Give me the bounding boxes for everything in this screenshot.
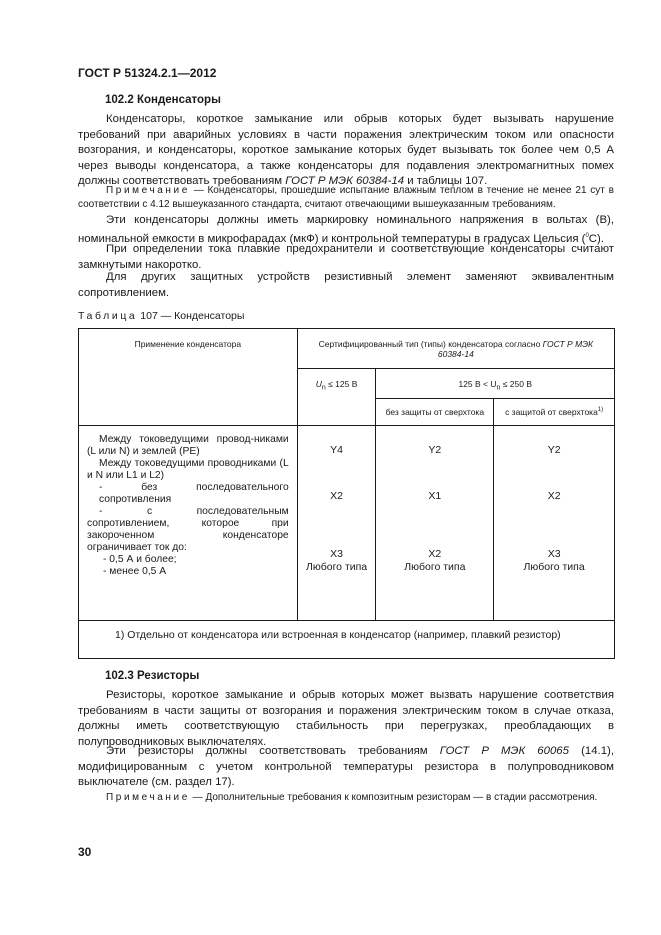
capacitors-note-text: — Конденсаторы, прошедшие испытание влажным теплом в течение не менее 21 сут в соответствии с 4.12 вышеуказанного стандарта, считают отвечающими вышеуказанным требованиям. (78, 185, 614, 210)
cell-low-row1: Y4 (330, 444, 343, 456)
capacitors-table (78, 328, 615, 659)
cell-prot-row1: Y2 (547, 444, 561, 456)
capacitors-p2-text-a: Эти конденсаторы должны иметь маркировку номинального напряжения в вольтах (В), номинальной емкости в микрофарадах (мкФ) и контрольной температуры в градусах Цельсия ( (78, 214, 614, 245)
capacitors-paragraph-1 (78, 112, 614, 190)
cell-low-row3-sub: Любого типа (305, 561, 368, 573)
header-with-protection (494, 399, 615, 426)
section-heading-capacitors: 102.2 Конденсаторы (105, 94, 221, 106)
standard-header: ГОСТ Р 51324.2.1—2012 (78, 66, 217, 80)
cell-no-protection (376, 426, 494, 621)
application-line-5: - 0,5 А и более; (103, 554, 177, 565)
resistors-paragraph-2 (78, 744, 614, 791)
header-footnote-mark: 1) (597, 407, 604, 414)
capacitors-p1-text-b: и таблицы 107. (404, 175, 488, 187)
cell-prot-row2: X2 (547, 490, 561, 502)
capacitors-paragraph-4: Для других защитных устройств резистивный элемент заменяют эквивалентным сопротивлением. (78, 271, 614, 299)
application-line-2: Между токоведущими проводниками (L и N или L1 и L2) (87, 458, 289, 481)
header-voltage-high-text-b: ≤ 250 В (500, 379, 533, 389)
cell-low-row2: X2 (330, 490, 343, 502)
capacitors-p2-degree: 0 (585, 232, 589, 239)
capacitors-p1-standard-ref: ГОСТ Р МЭК 60384-14 (285, 175, 405, 187)
header-with-protection-text: с защитой от сверхтока (505, 407, 598, 417)
cell-noprot-row3-sub: Любого типа (404, 561, 466, 573)
header-certified-type (297, 329, 614, 369)
application-line-1: Между токоведущими провод-никами (L или N) и землей (PE) (87, 434, 289, 457)
application-line-3: - без последовательного сопротивления (99, 482, 289, 505)
table-caption-label: Таблица (78, 310, 138, 322)
header-voltage-low (297, 369, 376, 426)
application-cell (79, 426, 298, 621)
table-footnote: 1) Отдельно от конденсатора или встроенная в конденсатор (например, плавкий резистор) (79, 621, 615, 659)
section-heading-resistors: 102.3 Резисторы (105, 670, 200, 682)
resistors-p2-text-b: (14.1), модифицированным с учетом контрольной температуры резистора в полупроводниковом выключателе (см. раздел 17). (78, 745, 614, 788)
header-voltage-high-text-a: 125 В < U (458, 379, 497, 389)
resistors-note-label: Примечание (106, 792, 190, 803)
capacitors-note (78, 184, 614, 212)
resistors-p2-standard-ref: ГОСТ Р МЭК 60065 (439, 745, 569, 757)
capacitors-p1-text-a: Конденсаторы, короткое замыкание или обрыв которых будет вызывать нарушение требований при аварийных условиях в части поражения электрическим током или опасности возгорания, и конденсаторы, короткое замыкание которых будет вызывать ток более чем 0,5 А через выводы конденсатора, а также конденсаторы для подавления электромагнитных помех должны соответствовать требованиям (78, 113, 614, 187)
table-caption (78, 310, 244, 322)
capacitors-paragraph-3: При определении тока плавкие предохранители и соответствующие конденсаторы считают замкнутыми накоротко. (78, 243, 614, 271)
capacitors-note-label: Примечание (106, 185, 190, 196)
header-un-symbol: U (315, 379, 322, 389)
application-line-4: - с последовательным сопротивлением, которое при закороченном конденсаторе ограничивает ток до: (87, 506, 289, 553)
cell-prot-row3-sub: Любого типа (523, 561, 585, 573)
header-voltage-low-text: ≤ 125 В (325, 379, 358, 389)
header-certified-ref: ГОСТ Р МЭК 60384-14 (437, 339, 594, 359)
resistors-note (78, 791, 614, 805)
header-voltage-high (376, 369, 615, 399)
header-no-protection: без защиты от сверхтока (376, 399, 494, 426)
cell-low-voltage (297, 426, 376, 621)
capacitors-p2-text-b: С). (588, 232, 604, 245)
header-application: Применение конденсатора (79, 329, 298, 426)
cell-noprot-row1: Y2 (428, 444, 442, 456)
header-certified-text: Сертифицированный тип (типы) конденсатора согласно (318, 339, 543, 349)
page-number: 30 (78, 845, 92, 859)
cell-noprot-row3: X2 (428, 548, 442, 560)
cell-with-protection (494, 426, 615, 621)
header-un-sub-2: n (496, 384, 501, 392)
cell-low-row3: X3 (330, 548, 343, 560)
resistors-paragraph-1: Резисторы, короткое замыкание и обрыв которых может вызвать нарушение соответствия требованиям в части защиты от возгорания и поражения электрическим током в случае отказа, должны иметь соответствующую стабильность при перегрузках, преобладающих в полупроводниковых выключателях. (78, 689, 614, 748)
resistors-note-text: — Дополнительные требования к композитным резисторам — в стадии рассмотрения. (189, 792, 598, 803)
header-un-sub: n (321, 384, 326, 392)
table-caption-text: 107 — Конденсаторы (137, 310, 245, 322)
application-line-6: - менее 0,5 А (103, 566, 167, 577)
resistors-p2-text-a: Эти резисторы должны соответствовать требованиям (106, 745, 440, 757)
cell-prot-row3: X3 (547, 548, 561, 560)
cell-noprot-row2: X1 (428, 490, 442, 502)
